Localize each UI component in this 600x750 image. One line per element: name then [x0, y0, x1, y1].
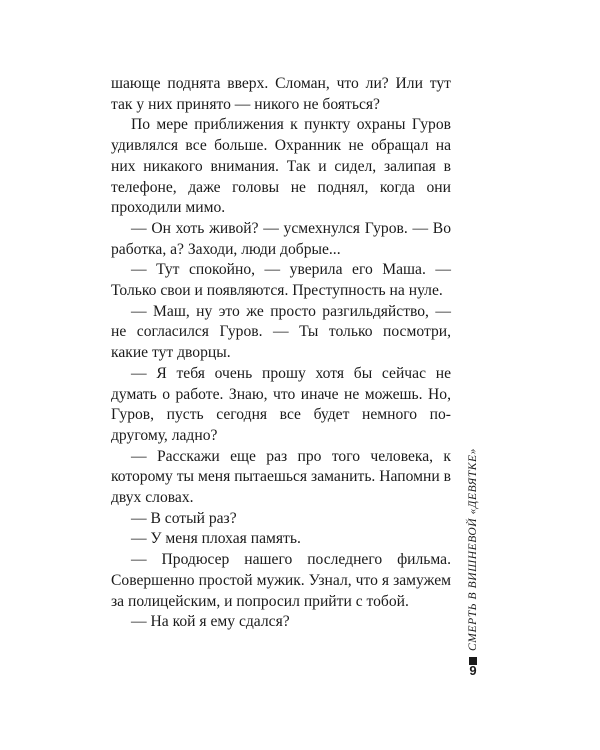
paragraph: шающе поднята вверх. Сломан, что ли? Или тут так у них принято — никого не бояться? — [111, 75, 451, 113]
paragraph: — На кой я ему сдался? — [131, 613, 290, 631]
paragraph: — Тут спокойно, — уверила его Маша. — Только свои и появляются. Преступность на нуле. — [111, 261, 451, 300]
paragraph: — Расскажи еще раз про того человека, к которому ты меня пытаешься заманить. Напомни в двух словах. — [111, 447, 451, 507]
paragraph: — У меня плохая память. — [131, 530, 301, 548]
running-head — [463, 405, 483, 665]
body-text — [111, 74, 451, 633]
running-head-title: СМЕРТЬ В ВИШНЕВОЙ «ДЕВЯТКЕ» — [467, 447, 479, 651]
page-number: 9 — [469, 663, 477, 678]
paragraph: — В сотый раз? — [131, 509, 237, 527]
paragraph: — Маш, ну это же просто разгильдяйство, — не согласился Гуров. — Ты только посмотри, какие тут дворцы. — [111, 302, 451, 362]
paragraph: — Он хоть живой? — усмехнулся Гуров. — Во работка, а? Заходи, люди добрые... — [111, 219, 451, 258]
paragraph: — Я тебя очень прошу хотя бы сейчас не думать о работе. Знаю, что иначе не можешь. Но, Гуров, пусть сегодня все будет немного по-другому, ладно? — [111, 364, 451, 444]
paragraph: По мере приближения к пункту охраны Гуров удивлялся все больше. Охранник не обращал на них никакого внимания. Так и сидел, залипая в телефоне, даже головы не поднял, когда они проходили мимо. — [111, 116, 451, 217]
paragraph: — Продюсер нашего последнего фильма. Совершенно простой мужик. Узнал, что я замужем за полицейским, и попросил прийти с тобой. — [111, 551, 451, 610]
